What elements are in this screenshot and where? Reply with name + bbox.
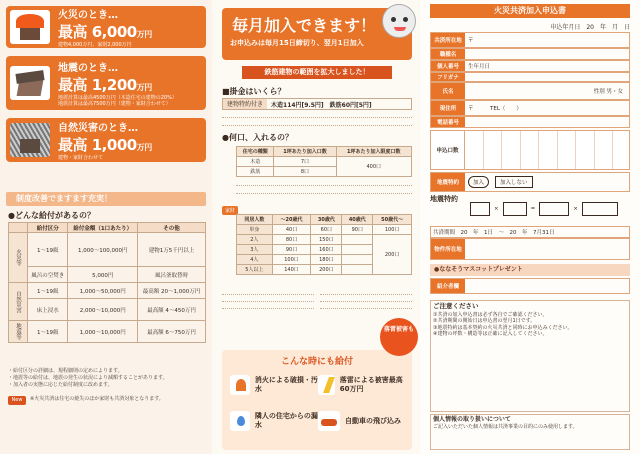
table-cell: 200口 [373, 235, 412, 275]
notice-box [430, 300, 630, 412]
table-cell: 鉄筋 [237, 167, 274, 177]
period-row [430, 226, 630, 238]
form-title: 火災共済加入申込書 [430, 4, 630, 18]
notice-line: ②共済期間の開始日は申込書の翌月1日です。 [433, 318, 536, 324]
fire-sub: 建物4,000万円、家財2,000万円 [58, 42, 132, 48]
privacy-text: ご記入いただいた個人情報は共済事業の目的にのみ使用します。 [433, 423, 578, 430]
car-crash-icon [318, 411, 340, 431]
water-leak-icon [230, 411, 250, 431]
join-option[interactable]: 加入 [468, 176, 489, 188]
fire-amount: 6,000 [91, 23, 137, 41]
table-cell: 床上浸水 [28, 299, 68, 321]
payout-question: ●どんな給付があるの？ [8, 211, 95, 220]
special-label: 地震特約 [431, 173, 465, 191]
table-cell: 1〜19級 [28, 321, 68, 343]
fee-value: 木造114円[9.5円] 鉄筋60円[5円] [271, 101, 372, 109]
notice-line: ③地震特約は基本契約の火災共済と同時にお申込みください。 [433, 324, 573, 331]
units-table [236, 146, 412, 177]
address-field[interactable]: 〒 [468, 38, 474, 44]
phone-field[interactable] [465, 117, 629, 127]
name-field[interactable]: 性別 男・女 [593, 89, 623, 95]
benefit-item [230, 410, 318, 432]
form-row [430, 100, 630, 116]
fire-hazard-card [6, 6, 206, 48]
property-label: 物件所在地 [431, 239, 465, 259]
form-label: 氏名 [431, 83, 465, 99]
table-cell: 40口 [272, 225, 311, 235]
col-header: その他 [137, 223, 205, 233]
family-tag: 家財 [222, 206, 238, 215]
form-row [430, 60, 630, 72]
fire-unit: 万円 [136, 30, 152, 39]
family-notes-left [222, 290, 314, 309]
col-header: 50歳代〜 [373, 215, 412, 225]
fire-extinguish-icon [230, 375, 250, 395]
new-notice: ※火災共済は住宅の焼失のほか家財も共済対象となります。 [30, 396, 164, 402]
table-cell: 木造 [237, 157, 274, 167]
table-cell: 最高額 6〜750万円 [137, 321, 205, 343]
table-cell: 1,000〜100,000円 [68, 233, 138, 267]
occupation-field[interactable] [465, 49, 629, 59]
benefit-item [230, 374, 318, 396]
table-cell: 最高額 20〜1,000万円 [137, 283, 205, 299]
property-field[interactable] [465, 239, 629, 259]
col-header: 1坪あたり加入口数 [274, 147, 336, 157]
quake-sub2: 地震計算は最高7500万円（建物・家財合わせて） [58, 101, 171, 107]
col-header: 同居人数 [237, 215, 273, 225]
form-label: 電話番号 [431, 117, 465, 127]
privacy-title: 個人情報の取り扱いについて [433, 416, 511, 423]
notice-title: ご注意ください [433, 302, 479, 310]
table-cell: 60口 [311, 225, 342, 235]
table-cell: 単身 [237, 225, 273, 235]
mascot-icon [382, 4, 416, 38]
calc-box[interactable] [503, 202, 527, 216]
side-label: 地震等 [9, 321, 28, 343]
period-field[interactable]: 共済期間 20 年 1日 〜 20 年 7月31日 [433, 230, 555, 236]
table-cell: 風呂の空焚き [28, 267, 68, 283]
col-header: 40歳代 [342, 215, 373, 225]
current-address-field[interactable]: 〒 TEL（ ） [468, 106, 522, 112]
quake-prefix: 最高 [58, 76, 88, 94]
calc-label: 地震特約 [430, 195, 458, 203]
nature-amount: 1,000 [91, 136, 137, 154]
referrer-label: 紹介者欄 [431, 279, 465, 293]
form-row [430, 116, 630, 128]
table-cell: 2,000〜10,000円 [68, 299, 138, 321]
nature-title: 自然災害のとき… [58, 123, 138, 134]
decline-option[interactable]: 加入しない [495, 176, 533, 188]
improvement-banner: 制度改善でますます充実！ [6, 192, 206, 206]
fire-title: 火災のとき… [58, 10, 118, 21]
table-cell: 80口 [272, 235, 311, 245]
form-label: 共済所在地 [431, 33, 465, 47]
form-label: フリガナ [431, 73, 465, 81]
extra-benefits-box [222, 350, 412, 450]
personal-number-field[interactable]: 生年月日 [468, 64, 491, 70]
units-notes [236, 180, 412, 194]
mascot-present: ●ななそうマスコットプレゼント [430, 264, 630, 276]
calc-box[interactable] [539, 202, 569, 216]
table-cell: 風呂釜取替時 [137, 267, 205, 283]
monthly-title: 毎月加入できます！ [232, 16, 377, 35]
form-label: 個人番号 [431, 61, 465, 71]
table-cell: 5人以上 [237, 265, 273, 275]
fee-notes [222, 112, 412, 126]
extra-benefits-title: こんな時にも給付 [280, 357, 353, 367]
family-table [236, 214, 412, 275]
family-notes-right [320, 290, 412, 309]
benefit-label: 自動車の飛び込み [345, 416, 401, 425]
nature-hazard-card [6, 118, 206, 162]
table-cell: 400口 [336, 157, 411, 177]
new-badge: New [8, 396, 26, 405]
form-label: 現住所 [431, 101, 465, 115]
storm-house-icon [10, 123, 50, 157]
col-header: 〜20歳代 [272, 215, 311, 225]
privacy-box [430, 414, 630, 450]
referrer-field[interactable] [465, 279, 629, 293]
monthly-deadline: お申込みは毎月15日締切り、翌月1日加入 [230, 39, 364, 47]
table-cell: 180口 [311, 255, 342, 265]
units-question: ●何口、入れるの？ [222, 133, 293, 142]
quake-unit: 万円 [136, 83, 152, 92]
table-cell: 3人 [237, 245, 273, 255]
table-cell: 8口 [274, 167, 336, 177]
nature-prefix: 最高 [58, 136, 88, 154]
table-cell: 7口 [274, 157, 336, 167]
quake-house-icon [10, 66, 50, 100]
col-header: 住宅の種類 [237, 147, 274, 157]
form-row [430, 72, 630, 82]
units-grid[interactable] [465, 131, 629, 169]
payout-table [8, 222, 206, 343]
col-header: 1坪あたり加入限度口数 [336, 147, 411, 157]
col-header: 30歳代 [311, 215, 342, 225]
form-date: 申込年月日 20 年 月 日 [550, 24, 630, 31]
notice-line: ④建物の坪数・構造等は正確に記入してください。 [433, 331, 548, 337]
col-header: 給付区分 [28, 223, 68, 233]
application-form [420, 0, 640, 454]
property-row [430, 238, 630, 260]
benefit-label: 隣人の住宅からの漏水 [254, 412, 318, 429]
units-label: 申込口数 [431, 131, 465, 169]
table-cell: 建物1万5千円以上 [137, 233, 205, 267]
quake-amount: 1,200 [91, 76, 137, 94]
side-label: 火災等 [9, 233, 28, 283]
calc-box[interactable] [582, 202, 618, 216]
quake-sub1: 地震計算は最高4500万円（木造住宅の建物の20%） [58, 95, 177, 101]
times-icon: × [494, 206, 499, 212]
notice-line: ①共済の加入申込書は必ず各自でご確認ください。 [433, 311, 548, 318]
benefit-label: 消火による破損・汚水 [254, 376, 318, 393]
fee-label: 建物特約付き [223, 99, 267, 109]
table-cell: 1,000〜10,000円 [68, 321, 138, 343]
form-label: 職種名 [431, 49, 465, 59]
table-cell: 1〜19級 [28, 283, 68, 299]
form-row [430, 82, 630, 100]
quake-hazard-card [6, 56, 206, 110]
payout-notes: ・給付区分の詳細は、規程細則の定めによります。 ・地震等の給付は、地震の発生の状況により減額することがあります。 ・加入者の実態に応じた給付制度に改めます。 [8, 368, 168, 388]
calc-row [430, 194, 630, 224]
table-cell: 4人 [237, 255, 273, 265]
lightning-icon [318, 375, 335, 395]
form-row [430, 32, 630, 48]
times-icon: × [573, 206, 578, 212]
table-cell: 2人 [237, 235, 273, 245]
col-header: 給付金額（1口あたり） [68, 223, 138, 233]
fee-question: ■掛金はいくら？ [222, 87, 286, 96]
benefit-label: 落雷による被害最高60万円 [339, 376, 403, 393]
benefit-item [318, 410, 406, 432]
table-cell: 200口 [311, 265, 342, 275]
table-cell: 1〜19級 [28, 233, 68, 267]
furigana-field[interactable] [465, 73, 629, 81]
left-panel [0, 0, 212, 454]
table-cell: 160口 [311, 245, 342, 255]
middle-panel [212, 0, 420, 454]
fee-row [222, 98, 412, 110]
equals-icon: = [530, 206, 536, 212]
fire-prefix: 最高 [58, 23, 88, 41]
benefit-item [318, 374, 406, 396]
table-cell: 100口 [373, 225, 412, 235]
table-cell: 最高額 4〜450万円 [137, 299, 205, 321]
units-block [430, 130, 630, 170]
special-row [430, 172, 630, 192]
side-label: 自然災害 [9, 283, 28, 321]
calc-box[interactable] [470, 202, 490, 216]
table-cell: 1,000〜50,000円 [68, 283, 138, 299]
table-cell: 90口 [342, 225, 373, 235]
referrer-row [430, 278, 630, 294]
table-cell: 5,000円 [68, 267, 138, 283]
fire-house-icon [10, 10, 50, 44]
table-cell: 150口 [311, 235, 342, 245]
form-row [430, 48, 630, 60]
quake-title: 地震のとき… [58, 63, 118, 74]
table-cell: 90口 [272, 245, 311, 255]
nature-sub: 建物・家財合わせて [58, 155, 104, 161]
nature-unit: 万円 [136, 143, 152, 152]
lightning-burst: 落雷被害も [380, 318, 418, 356]
table-cell: 100口 [272, 255, 311, 265]
range-ribbon: 鉄筋建物の範囲を拡大しました！ [242, 66, 392, 79]
table-cell: 140口 [272, 265, 311, 275]
